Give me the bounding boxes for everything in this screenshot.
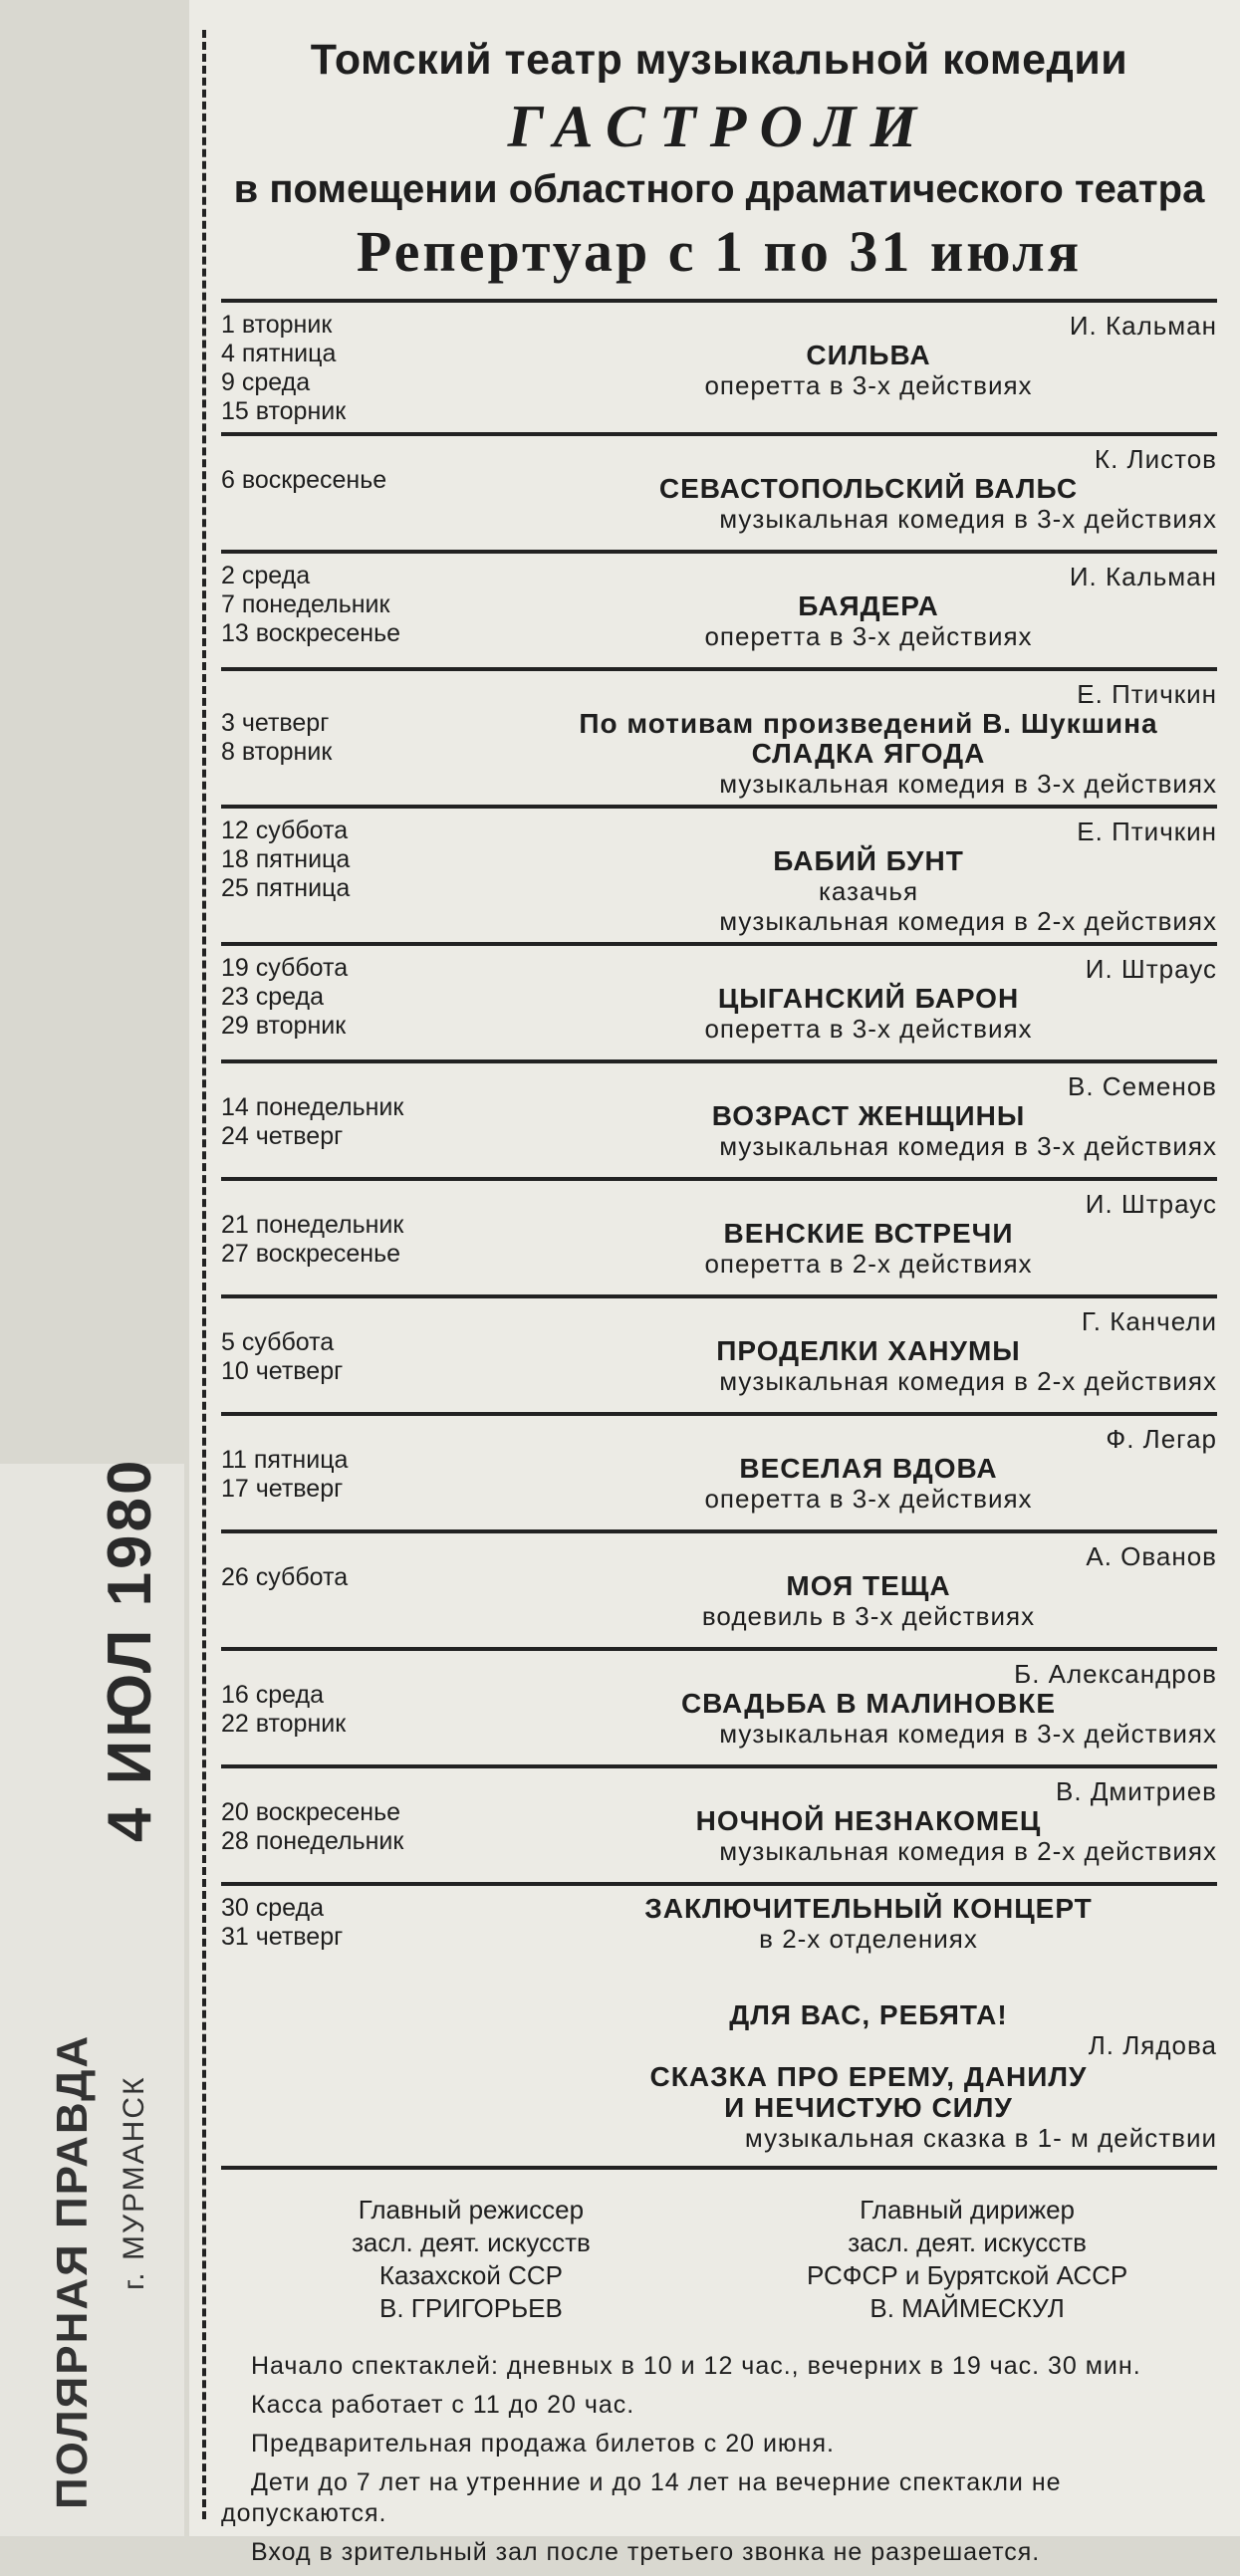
show-title: НОЧНОЙ НЕЗНАКОМЕЦ [695, 1805, 1042, 1836]
show-info [520, 1306, 1217, 1406]
show-dates [221, 954, 520, 1054]
show-dates [221, 817, 520, 936]
date-line: 3 четверг [221, 709, 330, 737]
show-dates [221, 1424, 520, 1523]
tour-heading: ГАСТРОЛИ [507, 94, 931, 159]
composer: Б. Александров [1014, 1659, 1217, 1689]
show-entry [221, 1651, 1217, 1764]
date-line: 15 вторник [221, 397, 347, 425]
show-genre: оперетта в 3-х действиях [704, 370, 1033, 400]
show-genre: оперетта в 3-х действиях [704, 1014, 1033, 1044]
show-info [520, 311, 1217, 426]
show-title: ПРОДЕЛКИ ХАНУМЫ [716, 1335, 1021, 1366]
show-info [520, 562, 1217, 661]
show-dates [221, 1659, 520, 1758]
kids-show-line2: И НЕЧИСТУЮ СИЛУ [724, 2092, 1013, 2123]
date-line: 4 пятница [221, 340, 337, 367]
show-info [520, 817, 1217, 936]
date-line: 31 четверг [221, 1923, 344, 1951]
show-entry [221, 946, 1217, 1059]
date-line: 11 пятница [221, 1446, 349, 1474]
show-entry [221, 1063, 1217, 1177]
date-line: 29 вторник [221, 1012, 347, 1040]
show-title: ВОЗРАСТ ЖЕНЩИНЫ [711, 1100, 1026, 1131]
divider [221, 2166, 1217, 2170]
date-line: 2 среда [221, 562, 311, 589]
date-line: 21 понедельник [221, 1211, 404, 1239]
show-info [520, 954, 1217, 1054]
date-line: 7 понедельник [221, 590, 390, 618]
note-showtimes: Начало спектаклей: дневных в 10 и 12 час., вечерних в 19 час. 30 мин. [251, 2352, 1141, 2380]
show-genre: оперетта в 3-х действиях [704, 1484, 1033, 1514]
composer: В. Семенов [1068, 1071, 1217, 1101]
show-title: ЦЫГАНСКИЙ БАРОН [717, 983, 1020, 1014]
show-entry [221, 554, 1217, 667]
show-entry [221, 671, 1217, 805]
show-title: ВЕНСКИЕ ВСТРЕЧИ [723, 1218, 1014, 1249]
show-title: БАЯДЕРА [798, 590, 939, 621]
composer: И. Кальман [1069, 562, 1217, 591]
dashed-border [202, 30, 206, 2519]
composer: И. Штраус [1085, 954, 1217, 984]
composer: В. Дмитриев [1056, 1776, 1217, 1806]
date-line: 19 суббота [221, 954, 349, 982]
final-info [520, 1894, 1217, 1993]
show-genre: музыкальная комедия в 2-х действиях [719, 1836, 1217, 1866]
date-line: 30 среда [221, 1894, 325, 1922]
date-line: 6 воскресенье [221, 466, 387, 494]
date-line: 22 вторник [221, 1710, 347, 1738]
date-line: 9 среда [221, 368, 311, 396]
show-genre: водевиль в 3-х действиях [701, 1601, 1036, 1631]
show-entry [221, 1181, 1217, 1294]
date-line: 17 четверг [221, 1475, 344, 1503]
conductor-region: РСФСР и Бурятской АССР [806, 2260, 1128, 2290]
show-title: МОЯ ТЕЩА [786, 1570, 951, 1601]
show-entry [221, 1768, 1217, 1882]
show-entry [221, 436, 1217, 550]
show-dates [221, 1071, 520, 1171]
date-line: 27 воскресенье [221, 1240, 401, 1268]
kids-show-line1: СКАЗКА ПРО ЕРЕМУ, ДАНИЛУ [649, 2061, 1088, 2092]
date-line: 8 вторник [221, 738, 333, 766]
date-line: 24 четверг [221, 1122, 344, 1150]
show-dates [221, 311, 520, 426]
date-line: 23 среда [221, 983, 325, 1011]
show-info [520, 679, 1217, 799]
date-line: 28 понедельник [221, 1827, 404, 1855]
date-line: 5 суббота [221, 1328, 335, 1356]
composer: Ф. Легар [1106, 1424, 1217, 1454]
show-genre: музыкальная комедия в 3-х действиях [719, 769, 1217, 799]
date-line: 25 пятница [221, 874, 351, 902]
venue-line: в помещении областного драматического театра [233, 167, 1205, 211]
show-genre: музыкальная комедия в 2-х действиях [719, 906, 1217, 936]
note-children: Дети до 7 лет на утренние и до 14 лет на вечерние спектакли не допускаются. [221, 2468, 1062, 2527]
newspaper-name-stamp: ПОЛЯРНАЯ ПРАВДА [48, 2033, 97, 2509]
show-entry [221, 809, 1217, 942]
director-region: Казахской ССР [378, 2260, 563, 2290]
kids-sub: музыкальная сказка в 1- м действии [744, 2123, 1217, 2153]
final-dates [221, 1894, 520, 1993]
show-dates [221, 1189, 520, 1288]
chief-conductor [747, 2194, 1187, 2325]
director-role: Главный режиссер [358, 2195, 585, 2225]
conductor-name: В. МАЙМЕСКУЛ [869, 2293, 1065, 2323]
conductor-role: Главный дирижер [860, 2195, 1076, 2225]
director-title: засл. деят. искусств [351, 2227, 591, 2257]
repertoire-heading: Репертуар с 1 по 31 июля [356, 219, 1083, 284]
date-line: 14 понедельник [221, 1093, 404, 1121]
composer: И. Штраус [1085, 1189, 1217, 1219]
show-info [520, 1189, 1217, 1288]
show-title: СЛАДКА ЯГОДА [751, 738, 986, 769]
notes [221, 2351, 1217, 2568]
show-title: ВЕСЕЛАЯ ВДОВА [739, 1453, 998, 1484]
date-line: 18 пятница [221, 845, 351, 873]
kids-author: Л. Лядова [1088, 2030, 1217, 2060]
kids-title: ДЛЯ ВАС, РЕБЯТА! [729, 1999, 1008, 2030]
concert-title: ЗАКЛЮЧИТЕЛЬНЫЙ КОНЦЕРТ [644, 1893, 1093, 1924]
date-stamp: 4 ИЮЛ 1980 [96, 1457, 164, 1842]
show-dates [221, 1541, 520, 1641]
show-entry [221, 1533, 1217, 1647]
show-genre: музыкальная комедия в 3-х действиях [719, 504, 1217, 534]
show-source: По мотивам произведений В. Шукшина [579, 708, 1158, 739]
director-name: В. ГРИГОРЬЕВ [378, 2293, 563, 2323]
show-genre: музыкальная комедия в 3-х действиях [719, 1719, 1217, 1749]
staff-block [221, 2194, 1217, 2325]
show-title: БАБИЙ БУНТ [773, 845, 964, 876]
show-entry [221, 1298, 1217, 1412]
show-entry [221, 1416, 1217, 1529]
show-dates [221, 1776, 520, 1876]
show-info [520, 1659, 1217, 1758]
show-title: СЕВАСТОПОЛЬСКИЙ ВАЛЬС [658, 473, 1079, 504]
show-dates [221, 444, 520, 544]
composer: Г. Канчели [1081, 1306, 1217, 1336]
show-genre: оперетта в 2-х действиях [704, 1249, 1033, 1279]
show-genre: музыкальная комедия в 2-х действиях [719, 1366, 1217, 1396]
show-dates [221, 1306, 520, 1406]
date-line: 16 среда [221, 1681, 325, 1709]
chief-director [251, 2194, 691, 2325]
show-genre: казачья [818, 876, 919, 906]
composer: Е. Птичкин [1077, 679, 1217, 709]
city-stamp: г. МУРМАНСК [118, 2075, 150, 2290]
composer: И. Кальман [1069, 311, 1217, 341]
show-genre: оперетта в 3-х действиях [704, 621, 1033, 651]
show-info [520, 1776, 1217, 1876]
note-entry: Вход в зрительный зал после третьего звонка не разрешается. [251, 2538, 1041, 2566]
date-line: 20 воскресенье [221, 1798, 401, 1826]
note-box-office: Касса работает с 11 до 20 час. [251, 2391, 635, 2419]
concert-sub: в 2-х отделениях [759, 1924, 978, 1954]
date-line: 1 вторник [221, 311, 333, 339]
final-concert [221, 1886, 1217, 1999]
show-dates [221, 679, 520, 799]
date-line: 26 суббота [221, 1563, 349, 1591]
date-line: 13 воскресенье [221, 619, 401, 647]
show-dates [221, 562, 520, 661]
show-info [520, 444, 1217, 544]
date-line: 12 суббота [221, 817, 349, 844]
kids-section [520, 1999, 1217, 2154]
note-presale: Предварительная продажа билетов с 20 июня. [251, 2430, 835, 2458]
composer: К. Листов [1094, 444, 1217, 474]
show-title: СИЛЬВА [806, 340, 931, 370]
show-info [520, 1071, 1217, 1171]
show-title: СВАДЬБА В МАЛИНОВКЕ [680, 1688, 1057, 1719]
announcement [221, 28, 1217, 2576]
repertoire-list [221, 303, 1217, 1886]
date-line: 10 четверг [221, 1357, 344, 1385]
theatre-name: Томский театр музыкальной комедии [310, 36, 1128, 84]
conductor-title: засл. деят. искусств [848, 2227, 1087, 2257]
show-info [520, 1541, 1217, 1641]
composer: А. Ованов [1086, 1541, 1217, 1571]
show-genre: музыкальная комедия в 3-х действиях [719, 1131, 1217, 1161]
composer: Е. Птичкин [1077, 817, 1217, 846]
show-info [520, 1424, 1217, 1523]
show-entry [221, 303, 1217, 432]
